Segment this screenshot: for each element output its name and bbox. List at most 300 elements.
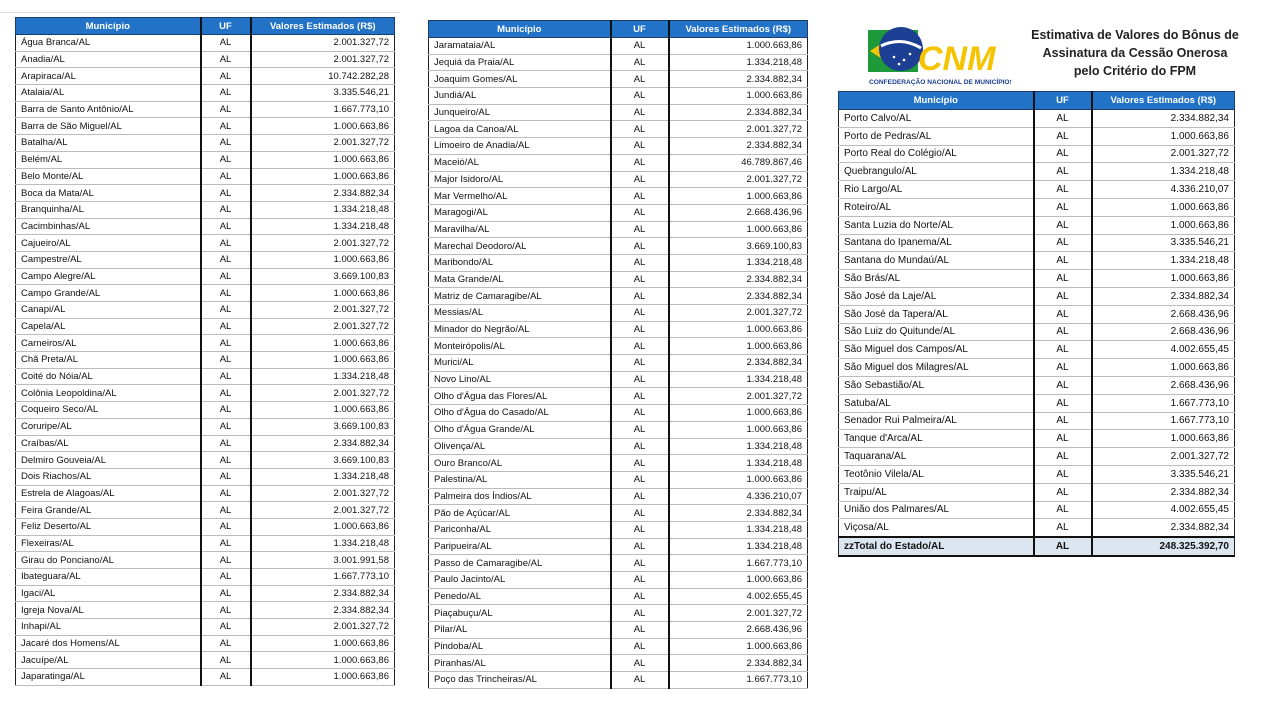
municipio-cell: Olho d'Água do Casado/AL — [429, 405, 611, 422]
uf-cell: AL — [1034, 198, 1092, 216]
valor-cell: 2.001.327,72 — [1092, 145, 1235, 163]
municipio-cell: Pilar/AL — [429, 622, 611, 639]
valor-cell: 2.001.327,72 — [251, 51, 395, 68]
valor-cell: 1.000.663,86 — [251, 518, 395, 535]
valor-cell: 1.000.663,86 — [251, 251, 395, 268]
municipio-cell: Roteiro/AL — [839, 198, 1034, 216]
valor-cell: 3.335.546,21 — [1092, 234, 1235, 252]
column-header-valor: Valores Estimados (R$) — [1092, 92, 1235, 110]
table-row — [429, 388, 808, 405]
valor-cell: 3.669.100,83 — [251, 452, 395, 469]
uf-cell: AL — [1034, 323, 1092, 341]
table-row — [16, 652, 395, 669]
table-row — [429, 672, 808, 689]
municipio-cell: Lagoa da Canoa/AL — [429, 121, 611, 138]
table-row — [839, 341, 1235, 359]
table-row — [429, 54, 808, 71]
municipio-cell: Maceió/AL — [429, 154, 611, 171]
valor-cell: 2.001.327,72 — [669, 305, 808, 322]
table-row — [16, 535, 395, 552]
valor-cell: 2.001.327,72 — [251, 302, 395, 319]
valor-cell: 2.334.882,34 — [669, 271, 808, 288]
valor-cell: 3.669.100,83 — [251, 268, 395, 285]
table-row — [429, 622, 808, 639]
uf-cell: AL — [611, 254, 669, 271]
table-row — [16, 619, 395, 636]
uf-cell: AL — [201, 285, 251, 302]
table-row — [839, 323, 1235, 341]
table-row — [16, 385, 395, 402]
table-row — [16, 569, 395, 586]
document-title: Estimativa de Valores do Bônus de Assinatura da Cessão Onerosa pelo Critério do FPM — [1031, 28, 1239, 78]
uf-cell: AL — [201, 35, 251, 52]
valor-cell: 1.000.663,86 — [1092, 198, 1235, 216]
uf-cell: AL — [611, 88, 669, 105]
uf-cell: AL — [201, 569, 251, 586]
valor-cell: 2.001.327,72 — [669, 388, 808, 405]
municipio-cell: São José da Tapera/AL — [839, 305, 1034, 323]
valor-cell: 2.668.436,96 — [669, 622, 808, 639]
uf-cell: AL — [611, 121, 669, 138]
valor-cell: 1.000.663,86 — [669, 188, 808, 205]
municipio-cell: Cacimbinhas/AL — [16, 218, 201, 235]
table-row — [16, 402, 395, 419]
valor-cell: 1.667.773,10 — [1092, 394, 1235, 412]
municipio-cell: União dos Palmares/AL — [839, 501, 1034, 519]
table-row — [429, 305, 808, 322]
valor-cell: 1.334.218,48 — [669, 438, 808, 455]
valor-cell: 1.000.663,86 — [251, 335, 395, 352]
uf-cell: AL — [201, 435, 251, 452]
municipio-cell: Mata Grande/AL — [429, 271, 611, 288]
table-row — [839, 145, 1235, 163]
valor-cell: 1.000.663,86 — [1092, 430, 1235, 448]
table-row — [429, 371, 808, 388]
table-row — [16, 585, 395, 602]
municipio-cell: Anadia/AL — [16, 51, 201, 68]
valor-cell: 2.001.327,72 — [251, 485, 395, 502]
valor-cell: 1.000.663,86 — [251, 669, 395, 686]
table-row — [16, 335, 395, 352]
uf-cell: AL — [611, 288, 669, 305]
municipios-table-1 — [15, 17, 395, 686]
valor-cell: 1.667.773,10 — [669, 555, 808, 572]
municipio-cell: Paulo Jacinto/AL — [429, 572, 611, 589]
total-row — [839, 537, 1235, 556]
uf-cell: AL — [201, 268, 251, 285]
uf-cell: AL — [611, 388, 669, 405]
valor-cell: 3.669.100,83 — [669, 238, 808, 255]
table-row — [16, 635, 395, 652]
valor-cell: 2.334.882,34 — [669, 138, 808, 155]
uf-cell: AL — [201, 552, 251, 569]
uf-cell: AL — [1034, 163, 1092, 181]
valor-cell: 3.001.991,58 — [251, 552, 395, 569]
uf-cell: AL — [201, 385, 251, 402]
uf-cell: AL — [611, 371, 669, 388]
municipio-cell: Canapi/AL — [16, 302, 201, 319]
municipio-cell: Boca da Mata/AL — [16, 185, 201, 202]
table-row — [16, 118, 395, 135]
municipio-cell: Limoeiro de Anadia/AL — [429, 138, 611, 155]
municipio-cell: Junqueiro/AL — [429, 104, 611, 121]
uf-cell: AL — [611, 405, 669, 422]
table-row — [16, 101, 395, 118]
table-row — [16, 235, 395, 252]
table-row — [429, 521, 808, 538]
uf-cell: AL — [611, 588, 669, 605]
valor-cell: 4.002.655,45 — [1092, 501, 1235, 519]
svg-text:CNM: CNM — [918, 40, 996, 78]
uf-cell: AL — [1034, 376, 1092, 394]
table-row — [16, 452, 395, 469]
municipio-cell: Pindoba/AL — [429, 638, 611, 655]
valor-cell: 1.000.663,86 — [251, 285, 395, 302]
table-row — [429, 405, 808, 422]
table-row — [16, 251, 395, 268]
uf-cell: AL — [611, 538, 669, 555]
valor-cell: 2.334.882,34 — [1092, 110, 1235, 128]
column-header-municipio: Município — [839, 92, 1034, 110]
valor-cell: 3.335.546,21 — [1092, 465, 1235, 483]
valor-cell: 2.668.436,96 — [1092, 376, 1235, 394]
municipio-cell: Coqueiro Seco/AL — [16, 402, 201, 419]
valor-cell: 10.742.282,28 — [251, 68, 395, 85]
table-row — [16, 435, 395, 452]
valor-cell: 1.000.663,86 — [251, 402, 395, 419]
table-row — [429, 271, 808, 288]
table-row — [839, 412, 1235, 430]
valor-cell: 2.334.882,34 — [1092, 483, 1235, 501]
table-row — [839, 359, 1235, 377]
municipio-cell: Cajueiro/AL — [16, 235, 201, 252]
valor-cell: 1.334.218,48 — [669, 254, 808, 271]
valor-cell: 1.334.218,48 — [1092, 163, 1235, 181]
table-row — [429, 154, 808, 171]
municipio-cell: Arapiraca/AL — [16, 68, 201, 85]
uf-cell: AL — [611, 672, 669, 689]
uf-cell: AL — [201, 585, 251, 602]
valor-cell: 2.334.882,34 — [251, 185, 395, 202]
table-row — [429, 38, 808, 55]
valor-cell: 3.669.100,83 — [251, 418, 395, 435]
valor-cell: 2.334.882,34 — [669, 355, 808, 372]
uf-cell: AL — [1034, 252, 1092, 270]
municipio-cell: Jacuípe/AL — [16, 652, 201, 669]
uf-cell: AL — [611, 438, 669, 455]
uf-cell: AL — [1034, 430, 1092, 448]
column-header-uf: UF — [611, 21, 669, 38]
table-row — [429, 572, 808, 589]
valor-cell: 1.000.663,86 — [669, 221, 808, 238]
municipio-cell: Água Branca/AL — [16, 35, 201, 52]
table-row — [429, 505, 808, 522]
valor-cell: 2.001.327,72 — [669, 171, 808, 188]
table-row — [429, 605, 808, 622]
table-row — [839, 252, 1235, 270]
table-row — [16, 151, 395, 168]
municipio-cell: Piranhas/AL — [429, 655, 611, 672]
municipio-cell: Passo de Camaragibe/AL — [429, 555, 611, 572]
table-row — [429, 104, 808, 121]
table-row — [429, 555, 808, 572]
uf-cell: AL — [1034, 483, 1092, 501]
municipio-cell: Olho d'Água Grande/AL — [429, 421, 611, 438]
valor-cell: 1.334.218,48 — [251, 468, 395, 485]
table-row — [429, 488, 808, 505]
municipio-cell: Santa Luzia do Norte/AL — [839, 216, 1034, 234]
valor-cell: 1.000.663,86 — [669, 321, 808, 338]
valor-cell: 1.000.663,86 — [669, 471, 808, 488]
table-row — [429, 655, 808, 672]
valor-cell: 4.336.210,07 — [669, 488, 808, 505]
uf-cell: AL — [611, 305, 669, 322]
valor-cell: 1.000.663,86 — [669, 405, 808, 422]
uf-cell: AL — [611, 638, 669, 655]
valor-cell: 1.000.663,86 — [669, 88, 808, 105]
table-row — [429, 438, 808, 455]
uf-cell: AL — [1034, 270, 1092, 288]
uf-cell: AL — [201, 68, 251, 85]
valor-cell: 1.334.218,48 — [251, 201, 395, 218]
valor-cell: 1.000.663,86 — [669, 421, 808, 438]
table-row — [839, 110, 1235, 128]
valor-cell: 1.000.663,86 — [251, 151, 395, 168]
uf-cell: AL — [611, 455, 669, 472]
uf-cell: AL — [201, 535, 251, 552]
table-row — [839, 127, 1235, 145]
table-row — [429, 588, 808, 605]
table-row — [16, 35, 395, 52]
valor-cell: 2.001.327,72 — [669, 121, 808, 138]
table-row — [839, 270, 1235, 288]
uf-cell: AL — [611, 104, 669, 121]
table-row — [429, 171, 808, 188]
uf-cell: AL — [201, 669, 251, 686]
uf-cell: AL — [1034, 448, 1092, 466]
table-row — [16, 352, 395, 369]
municipio-cell: Campo Grande/AL — [16, 285, 201, 302]
uf-cell: AL — [611, 71, 669, 88]
valor-cell: 1.334.218,48 — [669, 371, 808, 388]
uf-cell: AL — [1034, 127, 1092, 145]
uf-cell: AL — [611, 238, 669, 255]
municipio-cell: Barra de Santo Antônio/AL — [16, 101, 201, 118]
uf-cell: AL — [201, 518, 251, 535]
municipio-cell: Ibateguara/AL — [16, 569, 201, 586]
table-row — [429, 121, 808, 138]
table-row — [429, 638, 808, 655]
uf-cell: AL — [1034, 216, 1092, 234]
municipio-cell: Penedo/AL — [429, 588, 611, 605]
valor-cell: 1.334.218,48 — [669, 54, 808, 71]
page-edge-line — [0, 12, 400, 13]
uf-cell: AL — [201, 218, 251, 235]
municipio-cell: Mar Vermelho/AL — [429, 188, 611, 205]
municipios-table-2 — [428, 20, 808, 689]
uf-cell: AL — [1034, 501, 1092, 519]
uf-cell: AL — [611, 271, 669, 288]
valor-cell: 1.000.663,86 — [251, 652, 395, 669]
uf-cell: AL — [611, 38, 669, 55]
table-row — [16, 218, 395, 235]
municipio-cell: Inhapi/AL — [16, 619, 201, 636]
table-row — [16, 285, 395, 302]
municipio-cell: Porto de Pedras/AL — [839, 127, 1034, 145]
valor-cell: 1.667.773,10 — [1092, 412, 1235, 430]
table-row — [16, 201, 395, 218]
table-row — [839, 519, 1235, 537]
municipio-cell: Minador do Negrão/AL — [429, 321, 611, 338]
valor-cell: 46.789.867,46 — [669, 154, 808, 171]
municipio-cell: Teotônio Vilela/AL — [839, 465, 1034, 483]
table-row — [429, 421, 808, 438]
municipio-cell: Pão de Açúcar/AL — [429, 505, 611, 522]
municipio-cell: Olho d'Água das Flores/AL — [429, 388, 611, 405]
uf-cell: AL — [201, 485, 251, 502]
municipio-cell: Belém/AL — [16, 151, 201, 168]
uf-cell: AL — [201, 302, 251, 319]
municipio-cell: São Luiz do Quitunde/AL — [839, 323, 1034, 341]
uf-cell: AL — [611, 355, 669, 372]
municipio-cell: Poço das Trincheiras/AL — [429, 672, 611, 689]
uf-cell: AL — [201, 652, 251, 669]
valor-cell: 2.334.882,34 — [669, 288, 808, 305]
municipio-cell: Santana do Mundaú/AL — [839, 252, 1034, 270]
municipio-cell: Belo Monte/AL — [16, 168, 201, 185]
uf-cell: AL — [1034, 394, 1092, 412]
table-row — [16, 418, 395, 435]
table-row — [429, 254, 808, 271]
table-row — [839, 376, 1235, 394]
table-row — [16, 135, 395, 152]
valor-cell: 1.000.663,86 — [251, 352, 395, 369]
municipio-cell: Palmeira dos Índios/AL — [429, 488, 611, 505]
uf-cell: AL — [1034, 287, 1092, 305]
valor-cell: 2.334.882,34 — [251, 435, 395, 452]
municipio-cell: Igreja Nova/AL — [16, 602, 201, 619]
municipio-cell: São Miguel dos Milagres/AL — [839, 359, 1034, 377]
municipio-cell: Capela/AL — [16, 318, 201, 335]
uf-cell: AL — [201, 201, 251, 218]
table-row — [16, 68, 395, 85]
valor-cell: 1.000.663,86 — [669, 638, 808, 655]
municipio-cell: Jaramataia/AL — [429, 38, 611, 55]
valor-cell: 2.001.327,72 — [251, 135, 395, 152]
uf-cell: AL — [201, 452, 251, 469]
table-row — [429, 238, 808, 255]
table-row — [839, 448, 1235, 466]
municipio-cell: Campestre/AL — [16, 251, 201, 268]
municipio-cell: Satuba/AL — [839, 394, 1034, 412]
uf-cell: AL — [611, 605, 669, 622]
municipios-table-3 — [838, 91, 1235, 557]
valor-cell: 2.001.327,72 — [251, 235, 395, 252]
table-row — [16, 518, 395, 535]
valor-cell: 2.001.327,72 — [669, 605, 808, 622]
valor-cell: 2.668.436,96 — [669, 204, 808, 221]
uf-cell: AL — [611, 171, 669, 188]
municipio-cell: Feira Grande/AL — [16, 502, 201, 519]
valor-cell: 1.000.663,86 — [251, 635, 395, 652]
valor-cell: 1.667.773,10 — [251, 569, 395, 586]
table-row — [16, 502, 395, 519]
table-row — [839, 163, 1235, 181]
table-row — [429, 321, 808, 338]
municipio-cell: Pariconha/AL — [429, 521, 611, 538]
municipio-cell: Atalaia/AL — [16, 85, 201, 102]
uf-cell: AL — [201, 352, 251, 369]
valor-cell: 1.000.663,86 — [251, 118, 395, 135]
table-row — [839, 430, 1235, 448]
municipio-cell: Coruripe/AL — [16, 418, 201, 435]
valor-cell: 2.334.882,34 — [669, 104, 808, 121]
municipio-cell: Jacaré dos Homens/AL — [16, 635, 201, 652]
table-row — [429, 455, 808, 472]
uf-cell: AL — [1034, 181, 1092, 199]
municipio-cell: Ouro Branco/AL — [429, 455, 611, 472]
valor-cell: 1.000.663,86 — [1092, 127, 1235, 145]
valor-cell: 2.001.327,72 — [251, 318, 395, 335]
valor-cell: 2.001.327,72 — [251, 619, 395, 636]
table-row — [429, 71, 808, 88]
valor-cell: 1.334.218,48 — [251, 218, 395, 235]
uf-cell: AL — [611, 321, 669, 338]
table-row — [16, 669, 395, 686]
table-row — [839, 198, 1235, 216]
municipio-cell: Matriz de Camaragibe/AL — [429, 288, 611, 305]
uf-cell: AL — [611, 572, 669, 589]
valor-cell: 1.667.773,10 — [669, 672, 808, 689]
table-row — [429, 138, 808, 155]
svg-text:CONFEDERAÇÃO NACIONAL DE MUNIC: CONFEDERAÇÃO NACIONAL DE MUNICÍPIOS — [869, 79, 1011, 86]
uf-cell: AL — [611, 338, 669, 355]
table-row — [429, 204, 808, 221]
uf-cell: AL — [201, 318, 251, 335]
table-row — [16, 552, 395, 569]
uf-cell: AL — [201, 135, 251, 152]
valor-cell: 1.334.218,48 — [669, 538, 808, 555]
municipio-cell: Monteirópolis/AL — [429, 338, 611, 355]
column-header-valor: Valores Estimados (R$) — [251, 18, 395, 35]
uf-cell: AL — [201, 402, 251, 419]
uf-cell: AL — [201, 251, 251, 268]
municipio-cell: Santana do Ipanema/AL — [839, 234, 1034, 252]
uf-cell: AL — [611, 555, 669, 572]
uf-cell: AL — [1034, 145, 1092, 163]
table-row — [429, 221, 808, 238]
municipio-cell: Colônia Leopoldina/AL — [16, 385, 201, 402]
municipio-cell: Carneiros/AL — [16, 335, 201, 352]
table-row — [16, 51, 395, 68]
cnm-logo — [866, 22, 1011, 88]
valor-cell: 1.334.218,48 — [669, 521, 808, 538]
column-header-uf: UF — [201, 18, 251, 35]
valor-cell: 1.334.218,48 — [251, 368, 395, 385]
municipio-cell: Dois Riachos/AL — [16, 468, 201, 485]
valor-cell: 2.334.882,34 — [1092, 287, 1235, 305]
municipio-cell: Girau do Ponciano/AL — [16, 552, 201, 569]
municipio-cell: Jequiá da Praia/AL — [429, 54, 611, 71]
uf-cell: AL — [1034, 519, 1092, 537]
municipio-cell: Murici/AL — [429, 355, 611, 372]
uf-cell: AL — [201, 101, 251, 118]
uf-cell: AL — [201, 118, 251, 135]
municipio-cell: Chã Preta/AL — [16, 352, 201, 369]
table-row — [839, 501, 1235, 519]
municipio-cell: Porto Calvo/AL — [839, 110, 1034, 128]
table-row — [839, 305, 1235, 323]
